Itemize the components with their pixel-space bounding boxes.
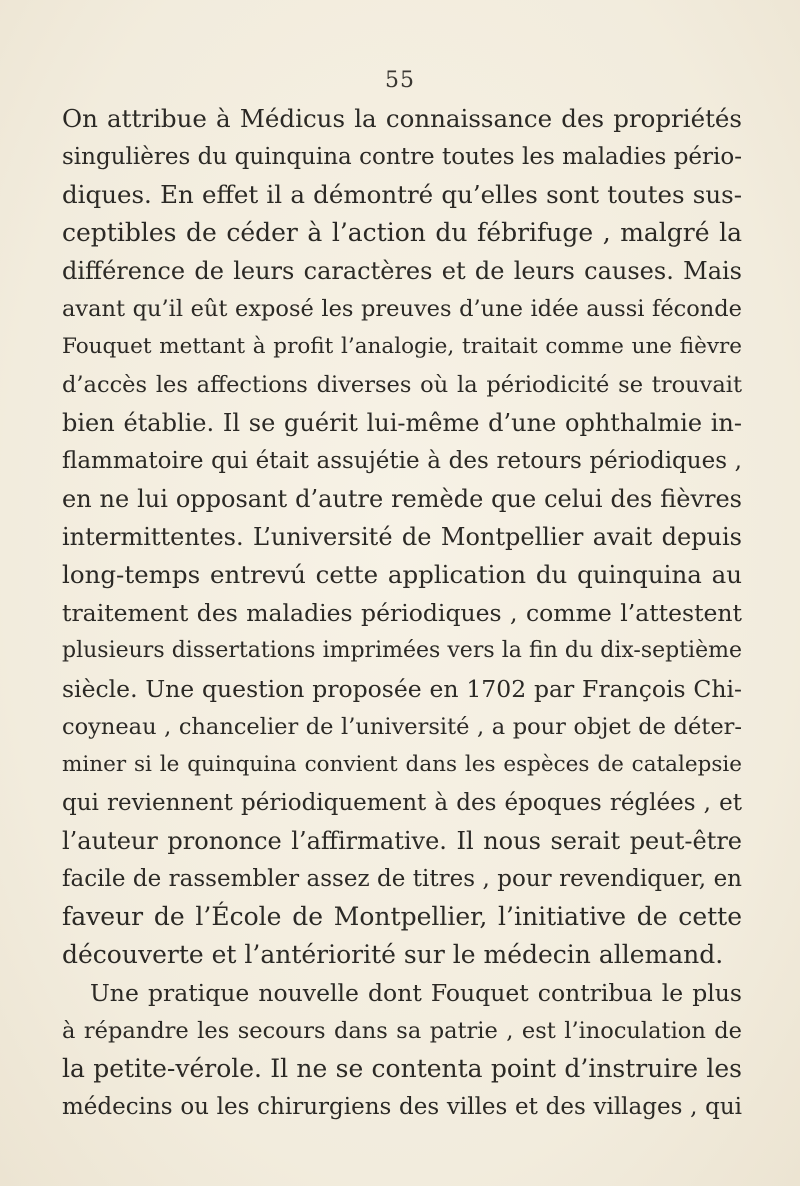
text-line: en ne lui opposant d’autre remède que celui des fièvres	[62, 485, 742, 513]
text-line: faveur de l’École de Montpellier, l’initiative de cette	[62, 902, 742, 931]
text-line: miner si le quinquina convient dans les espèces de catalepsie	[62, 752, 742, 777]
text-line: diques. En effet il a démontré qu’elles sont toutes sus-	[62, 180, 742, 209]
text-line: qui reviennent périodiquement à des époques réglées , et	[62, 790, 742, 816]
text-line: avant qu’il eût exposé les preuves d’une idée aussi féconde	[62, 296, 742, 322]
text-line: facile de rassembler assez de titres , pour revendiquer, en	[62, 866, 742, 892]
text-line: ceptibles de céder à l’action du fébrifuge , malgré la	[62, 218, 742, 247]
text-line: long-temps entrevú cette application du quinquina au	[62, 560, 742, 589]
text-line: d’accès les affections diverses où la périodicité se trouvait	[62, 372, 742, 398]
text-line: On attribue à Médicus la connaissance des propriétés	[62, 104, 742, 133]
text-line: la petite-vérole. Il ne se contenta point d’instruire les	[62, 1054, 742, 1083]
text-line: flammatoire qui était assujétie à des retours périodiques ,	[62, 448, 742, 474]
text-line: singulières du quinquina contre toutes les maladies pério-	[62, 144, 742, 170]
text-line: coyneau , chancelier de l’université , a pour objet de déter-	[62, 714, 742, 740]
text-line: différence de leurs caractères et de leurs causes. Mais	[62, 257, 742, 285]
text-line: à répandre les secours dans sa patrie , est l’inoculation de	[62, 1018, 742, 1044]
text-line: Une pratique nouvelle dont Fouquet contribua le plus	[90, 979, 742, 1007]
text-line: médecins ou les chirurgiens des villes et des villages , qui	[62, 1094, 742, 1120]
text-line: siècle. Une question proposée en 1702 par François Chi-	[62, 675, 742, 703]
text-line: l’auteur prononce l’affirmative. Il nous serait peut-être	[62, 827, 742, 855]
text-line: Fouquet mettant à profit l’analogie, traitait comme une fièvre	[62, 334, 742, 359]
text-line: plusieurs dissertations imprimées vers la fin du dix-septième	[62, 638, 742, 663]
text-line: bien établie. Il se guérit lui-même d’une ophthalmie in-	[62, 409, 742, 437]
text-line: intermittentes. L’université de Montpellier avait depuis	[62, 523, 742, 551]
text-line: traitement des maladies périodiques , comme l’attestent	[62, 599, 742, 627]
text-line: découverte et l’antériorité sur le médecin allemand.	[62, 940, 724, 969]
body-text	[62, 100, 742, 1126]
page-number: 55	[385, 68, 415, 93]
